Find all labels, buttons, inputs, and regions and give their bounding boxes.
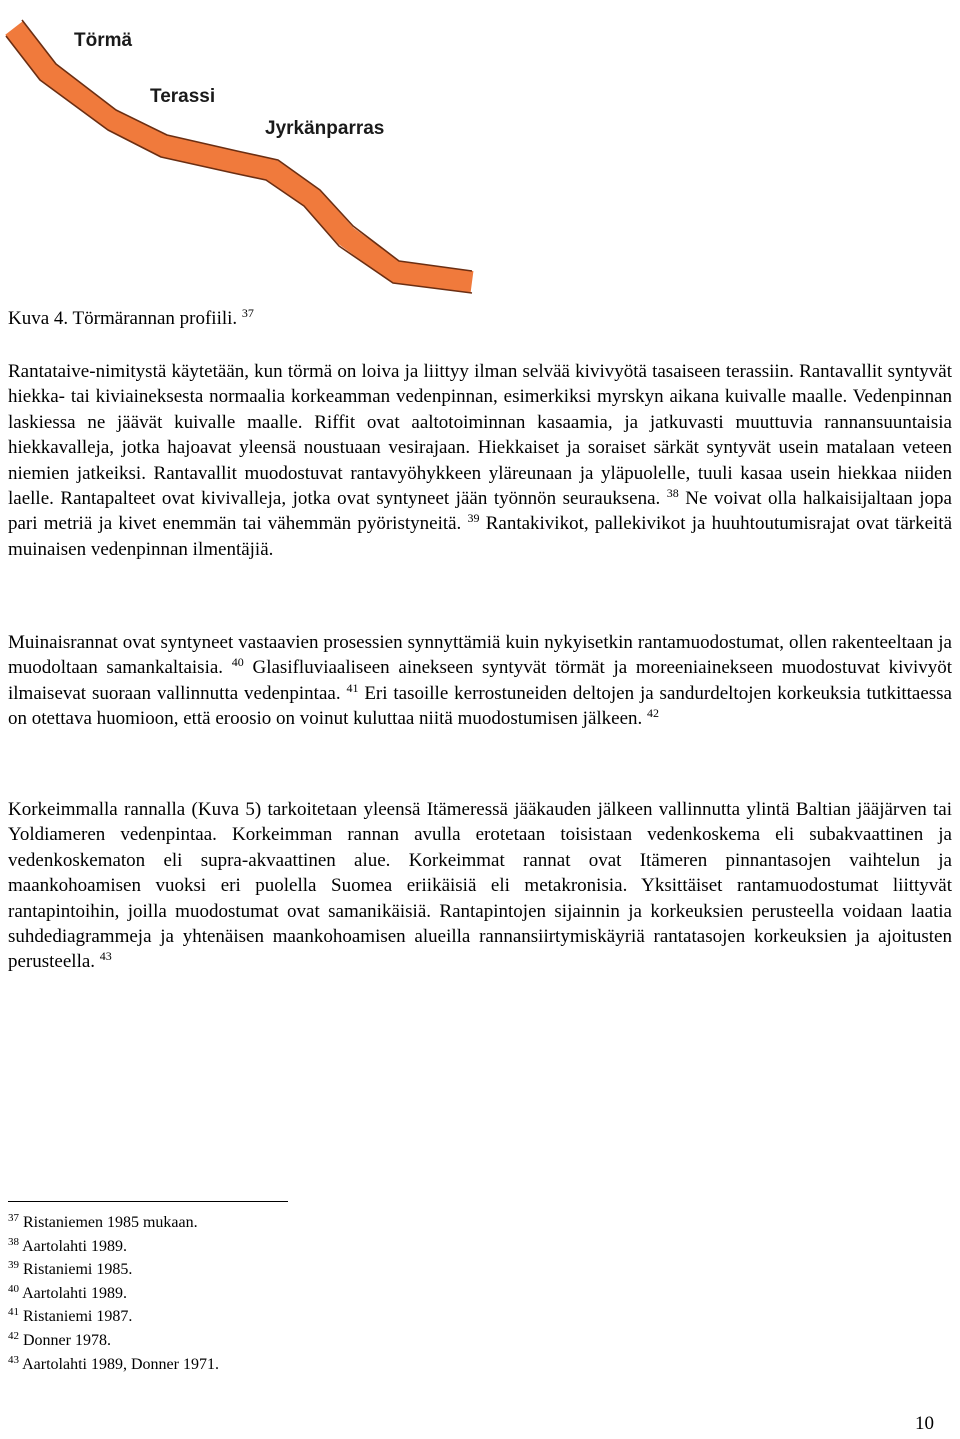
shore-profile-band bbox=[14, 28, 472, 282]
paragraph-rantataive bbox=[8, 359, 952, 562]
footnote-ref: 42 bbox=[647, 706, 660, 721]
shore-profile-figure bbox=[0, 0, 480, 300]
label-terassi: Terassi bbox=[150, 86, 216, 107]
footnote-text: Ristaniemen 1985 mukaan. bbox=[19, 1214, 198, 1231]
footnotes-list bbox=[8, 1211, 219, 1376]
footnote-number: 38 bbox=[8, 1235, 19, 1248]
footnote-number: 41 bbox=[8, 1306, 19, 1319]
footnote-number: 40 bbox=[8, 1282, 19, 1295]
paragraph-text: Ne voivat olla halkaisijaltaan jopa pari metriä ja kivet enemmän tai vähemmän pyöristyneitä. bbox=[8, 488, 952, 535]
footnote-ref: 38 bbox=[666, 486, 679, 501]
footnote-number: 42 bbox=[8, 1329, 19, 1342]
paragraph-text: Rantataive-nimitystä käytetään, kun törmä on loiva ja liittyy ilman selvää kivivyötä tasaiseen terassiin. Rantavallit syntyvät hiekka- tai kiviaineksesta normaalia korkeamman vedenpinnan, esimerkiksi myrskyn aikana kuivalle maalle. Vedenpinnan laskiessa ne jäävät kuivalle maalle. Riffit ovat aaltotoiminnan kasaamia, ja jatkuvasti muuttuvia rannansuuntaisia hiekkavalleja, jotka hajoavat yleensä noustuaan vesirajaan. Hiekkaiset ja soraiset särkät syntyvät usein matalaan veteen niemien jatkeiksi. Rantavallit muodostuvat rantavyöhykkeen yläreunaan ja yläpuolelle, tuuli kasaa usein hiekkaa niiden laelle. Rantapalteet ovat kivivalleja, jotka ovat syntyneet jään työnnön seurauksena. bbox=[8, 361, 952, 510]
label-jyrkanparras: Jyrkänparras bbox=[265, 118, 385, 139]
footnote-number: 37 bbox=[8, 1212, 19, 1224]
footnote-ref: 39 bbox=[467, 511, 480, 526]
footnote-item bbox=[8, 1353, 219, 1377]
footnote-text: Ristaniemi 1985. bbox=[19, 1261, 133, 1279]
shore-profile-diagram bbox=[0, 0, 480, 300]
figure-caption bbox=[8, 306, 254, 332]
footnote-ref: 37 bbox=[241, 306, 254, 320]
footnote-text: Donner 1978. bbox=[19, 1331, 111, 1349]
footnote-item bbox=[8, 1305, 219, 1329]
footnote-separator bbox=[8, 1201, 288, 1202]
footnote-item bbox=[8, 1235, 219, 1259]
paragraph-muinaisrannat bbox=[8, 630, 952, 732]
paragraph-korkein-ranta bbox=[8, 797, 952, 975]
footnote-text: Aartolahti 1989. bbox=[19, 1237, 127, 1255]
footnote-item bbox=[8, 1258, 219, 1282]
label-torma: Törmä bbox=[74, 30, 133, 51]
footnote-text: Aartolahti 1989, Donner 1971. bbox=[19, 1355, 219, 1373]
paragraph-text: Eri tasoille kerrostuneiden deltojen ja sandurdeltojen korkeuksia tutkittaessa on otettava huomioon, että eroosio on voinut kuluttaa niitä muodostumisen jälkeen. bbox=[8, 682, 952, 730]
footnote-ref: 41 bbox=[346, 680, 359, 695]
footnote-text: Ristaniemi 1987. bbox=[19, 1308, 133, 1326]
footnote-item bbox=[8, 1282, 219, 1306]
paragraph-text: Muinaisrannat ovat syntyneet vastaavien prosessien synnyttämiä kuin nykyisetkin rantamuodostumat, ollen rakenteeltaan ja muodoltaan samankaltaisia. bbox=[8, 632, 952, 679]
footnote-text: Aartolahti 1989. bbox=[19, 1284, 127, 1302]
footnote-ref: 43 bbox=[99, 949, 112, 964]
paragraph-text: Glasifluviaaliseen ainekseen syntyvät törmät ja moreeniainekseen muodostuvat kivivyöt ilmaisevat suoraan vallinnutta vedenpintaa. bbox=[8, 657, 952, 704]
footnote-item bbox=[8, 1211, 219, 1235]
footnote-ref: 40 bbox=[231, 655, 244, 670]
footnote-item bbox=[8, 1329, 219, 1353]
shore-profile-outline-top bbox=[22, 20, 472, 271]
footnote-number: 39 bbox=[8, 1259, 19, 1272]
paragraph-text: Korkeimmalla rannalla (Kuva 5) tarkoitetaan yleensä Itämeressä jääkauden jälkeen vallinnutta ylintä Baltian jääjärven tai Yoldiameren vedenpintaa. Korkeimman rannan avulla erotetaan toisistaan vedenkoskema eli subakvaattinen ja vedenkoskematon eli supra-akvaattinen alue. Korkeimmat rannat ovat Itämeren pinnantasojen vaihtelun ja maankohoamisen vuoksi eri puolella Suomea eriikäisiä eli metakronisia. Yksittäiset rantamuodostumat liittyvät rantapintoihin, joilla muodostumat ovat samanikäisiä. Rantapintojen sijainnin ja korkeuksien perusteella voidaan laatia suhdediagrammeja ja yhtenäisen maankohoamisen alueilla rannansiirtymiskäyriä rantatasojen korkeuksien ja ajoitusten perusteella. bbox=[8, 799, 952, 973]
paragraph-text: Rantakivikot, pallekivikot ja huuhtoutumisrajat ovat tärkeitä muinaisen vedenpinnan ilmentäjiä. bbox=[8, 513, 953, 560]
page-number: 10 bbox=[915, 1413, 934, 1434]
figure-caption-text: Kuva 4. Törmärannan profiili. bbox=[8, 308, 238, 329]
footnote-number: 43 bbox=[8, 1353, 19, 1366]
